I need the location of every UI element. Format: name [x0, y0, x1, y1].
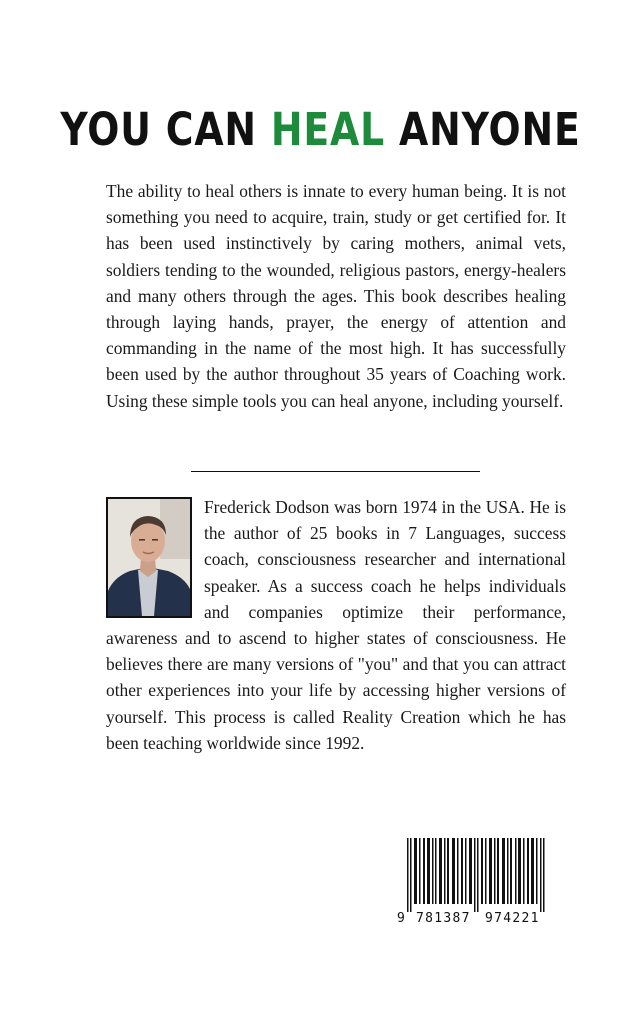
barcode-group-2: 974221: [485, 911, 540, 926]
title-part-2: ANYONE: [385, 103, 581, 156]
section-divider: [191, 471, 480, 472]
book-description: The ability to heal others is innate to every human being. It is not something you need to acquire, train, study or get certified for. It has been used instinctively by caring mothers, animal vets, soldiers tending to the wounded, religious pastors, energy-healers and many others through the ages. This book describes healing through laying hands, prayer, the energy of attention and commanding in the name of the most high. It has successfully been used by the author throughout 35 years of Coaching work. Using these simple tools you can heal anyone, including yourself.: [106, 181, 566, 411]
isbn-barcode: [395, 838, 555, 928]
author-photo: [106, 497, 192, 618]
author-bio-text: Frederick Dodson was born 1974 in the USA. He is the author of 25 books in 7 Languages, success coach, consciousness researcher and international speaker. As a success coach he helps individuals and companies optimize their performance, awareness and to ascend to higher states of consciousness. He believes there are many versions of "you" and that you can attract other experiences into your life by accessing higher versions of yourself. This process is called Reality Creation which he has been teaching worldwide since 1992.: [106, 497, 566, 753]
barcode-digits: [395, 911, 555, 927]
title-part-1: YOU CAN: [60, 103, 271, 156]
author-portrait-icon: [108, 499, 190, 616]
barcode-icon: [395, 838, 555, 912]
title-accent-word: HEAL: [270, 103, 386, 156]
book-title: [51, 100, 589, 160]
barcode-first-digit: 9: [397, 911, 405, 926]
barcode-group-1: 781387: [416, 911, 471, 926]
